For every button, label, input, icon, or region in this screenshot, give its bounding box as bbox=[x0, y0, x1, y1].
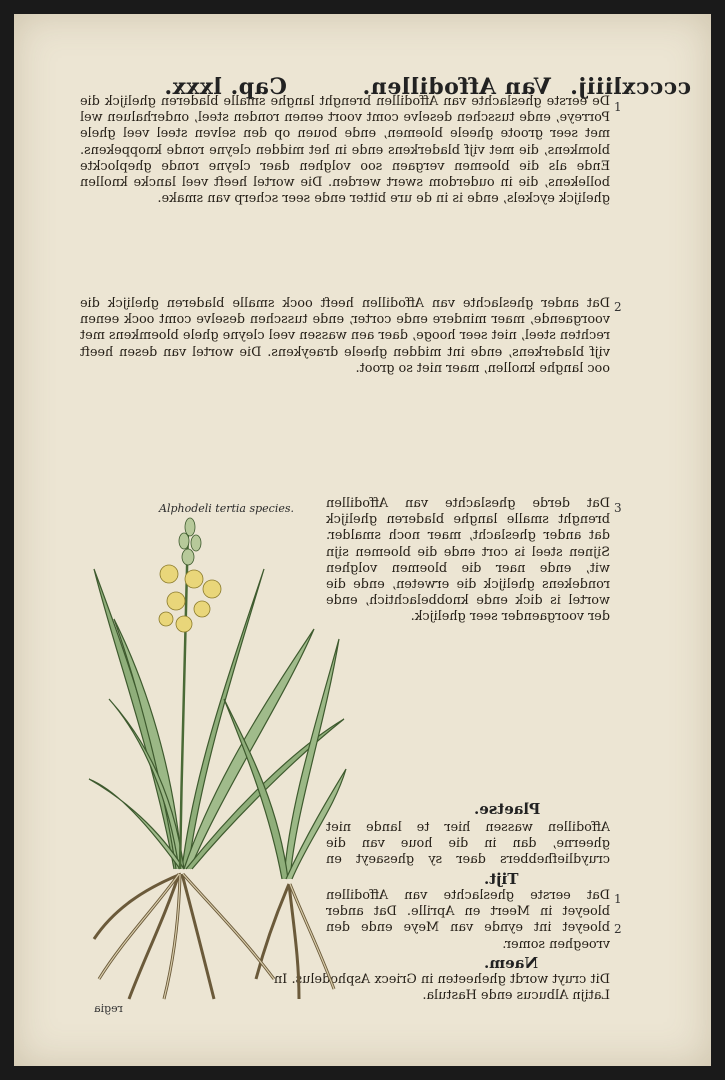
paragraph-number: 1 bbox=[614, 100, 622, 114]
paragraph-number: 2 bbox=[614, 922, 622, 936]
folio-number: ccccxliiij. bbox=[569, 74, 691, 100]
text-paragraph: Affodillen wassen hier te lande niet gheerne, dan in die houe van die cruydliefhebbers daer sy ghesaeyt en bbox=[326, 820, 610, 868]
text-paragraph: Dit cruyt wordt gheheeten in Griecx Asphodelus. In Latijn Albucus ende Hastula. bbox=[274, 972, 610, 1004]
chapter-number: Cap. lxxx. bbox=[164, 74, 287, 100]
signature-mark: regia bbox=[94, 1002, 123, 1015]
plant-illustration bbox=[84, 509, 349, 1004]
paragraph-number: 3 bbox=[614, 501, 622, 515]
paragraph-number: 2 bbox=[614, 300, 622, 314]
book-page bbox=[14, 14, 711, 1066]
section-heading: Plaetse. bbox=[474, 800, 541, 818]
chapter-title: Van Affodillen. bbox=[362, 74, 551, 100]
section-heading: Naem. bbox=[484, 954, 539, 972]
text-paragraph: Dat ander gheslachte van Affodillen heeft oock smalle bladeren ghelijck die voorgaende, maer mindere ende corter, ende tusschen deselve comt oock eenen rechten steel, niet seer hooge, daer aen wassen veel cleyne ghele bloemkens met vijf bladerkens, ende int midden gheele draeykens. Die wortel van desen heeft ooc langhe knollen, maer niet so groot. bbox=[80, 296, 610, 376]
text-paragraph: De eerste gheslachte van Affodillen brenght langhe smalle bladeren ghelijck die Porreye, ende tusschen deselve comt voort eenen ronden steel, onderhaluen wel met seer groote gheele bloemen, ende bouen op den selven steel veel ghele blomkens, die met vijf bladerkens ende in het midden cleyne ronde knoppekens. Ende als die bloemen vergaen soo volghen daer cleyne ronde gheplockte bollekens, die in ouderdom swert werden. Die wortel heeft veel lancke knollen ghelijck eyckels, ende is in de ure bitter ende seer scherp van smake. bbox=[80, 94, 610, 207]
text-paragraph: Dat derde gheslachte van Affodillen brenght smalle langhe bladeren ghelijck dat ander gheslacht, maer noch smalder. Sijnen steel is cort ende die bloemen sijn wit, ende naer die bloemen volghen rondekens ghelijck die erweten, ende die wortel is dick ende knobbelachtich, ende der voorgaender seer ghelijck. bbox=[326, 496, 610, 625]
text-paragraph: Dat eerste gheslachte van Affodillen bloeyet in Meert en Aprille. Dat ander bloeyet int eynde van Meye ende den vroeghen somer. bbox=[326, 888, 610, 952]
section-heading: Tijt. bbox=[484, 870, 519, 888]
figure-caption: Alphodeli tertia species. bbox=[159, 502, 295, 515]
paragraph-number: 1 bbox=[614, 892, 622, 906]
